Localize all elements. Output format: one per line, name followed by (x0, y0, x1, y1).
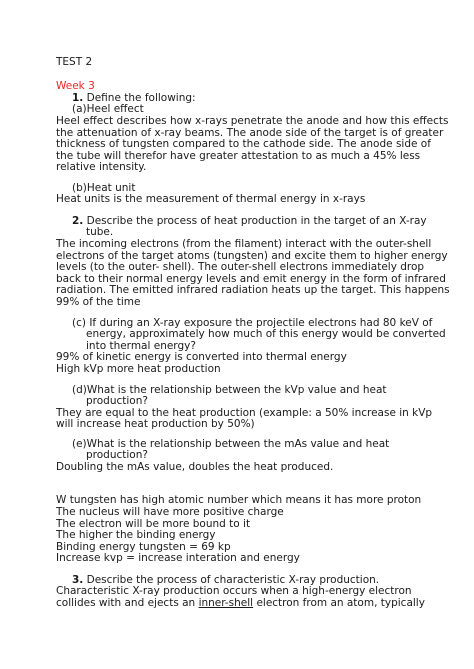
item-e-answer: Doubling the mAs value, doubles the heat produced. (56, 461, 334, 473)
question-3-answer-line: Characteristic X-ray production occurs when a high-energy electron (56, 585, 412, 597)
question-2-answer-line: radiation. The emitted infrared radiation heats up the target. This happens (56, 284, 450, 296)
item-a-answer-line: Heel effect describes how x-rays penetrate the anode and how this effects (56, 115, 449, 127)
item-b-answer: Heat units is the measurement of thermal energy in x-rays (56, 193, 366, 205)
item-c-answer-line: High kVp more heat production (56, 363, 221, 375)
item-a-answer-line: relative intensity. (56, 161, 147, 173)
note-line: W tungsten has high atomic number which means it has more proton (56, 494, 422, 506)
item-d-answer-line: will increase heat production by 50%) (56, 418, 255, 430)
item-e-prompt-line: What is the relationship between the mAs value and heat (86, 438, 390, 450)
question-2-answer-line: 99% of the time (56, 296, 141, 308)
note-line: Increase kvp = increase interation and energy (56, 552, 300, 564)
question-3-prompt: Describe the process of characteristic X-ray production. (86, 574, 380, 586)
item-b-label: (b) (72, 182, 87, 194)
item-b-term: Heat unit (86, 182, 136, 194)
item-d-prompt-line: production? (86, 395, 148, 407)
question-3-answer-text: electron from an atom, typically (253, 597, 425, 609)
week-heading: Week 3 (56, 80, 95, 92)
item-c-prompt-line: into thermal energy? (86, 340, 196, 352)
note-line: Binding energy tungsten = 69 kp (56, 541, 231, 553)
item-d-prompt-line: What is the relationship between the kVp value and heat (86, 384, 387, 396)
question-1-prompt: Define the following: (86, 92, 196, 104)
item-c-prompt-line: If during an X-ray exposure the projectile electrons had 80 keV of (89, 317, 433, 329)
note-line: The nucleus will have more positive charge (56, 506, 284, 518)
item-e-prompt-line: production? (86, 449, 148, 461)
item-e-label: (e) (72, 438, 87, 450)
question-2-answer-line: The incoming electrons (from the filament) interact with the outer-shell (56, 238, 432, 250)
question-1-number: 1. (72, 92, 84, 104)
question-3-answer-line (56, 597, 425, 609)
question-2-answer-line: back to their normal energy levels and emit energy in the form of infrared (56, 273, 446, 285)
question-2-answer-line: levels (to the outer- shell). The outer-shell electrons immediately drop (56, 261, 425, 273)
inner-shell-underlined: inner-shell (198, 597, 254, 609)
item-a-answer-line: the tube will therefor have greater attestation to as much a 45% less (56, 150, 421, 162)
note-line: The electron will be more bound to it (56, 518, 251, 530)
question-2 (72, 215, 427, 227)
item-d-answer-line: They are equal to the heat production (example: a 50% increase in kVp (56, 407, 433, 419)
item-d-label: (d) (72, 384, 87, 396)
item-c-prompt-line: energy, approximately how much of this energy would be converted (86, 328, 446, 340)
item-a-answer-line: thickness of tungsten compared to the cathode side. The anode side of (56, 138, 431, 150)
question-3-number: 3. (72, 574, 84, 586)
question-2-prompt-line: Describe the process of heat production in the target of an X-ray (86, 215, 427, 227)
question-2-answer-line: electrons of the target atoms (tungsten) and excite them to higher energy (56, 250, 448, 262)
item-a-heading (72, 103, 144, 115)
question-3-answer-text: collides with and ejects an (56, 597, 199, 609)
test-title: TEST 2 (56, 56, 93, 68)
item-c-answer-line: 99% of kinetic energy is converted into thermal energy (56, 351, 347, 363)
item-c-label: (c) (72, 317, 86, 329)
note-line: The higher the binding energy (56, 529, 216, 541)
item-a-term: Heel effect (86, 103, 144, 115)
question-2-prompt-line: tube. (86, 226, 114, 238)
item-a-label: (a) (72, 103, 87, 115)
item-a-answer-line: the attenuation of x-ray beams. The anode side of the target is of greater (56, 127, 444, 139)
question-2-number: 2. (72, 215, 84, 227)
